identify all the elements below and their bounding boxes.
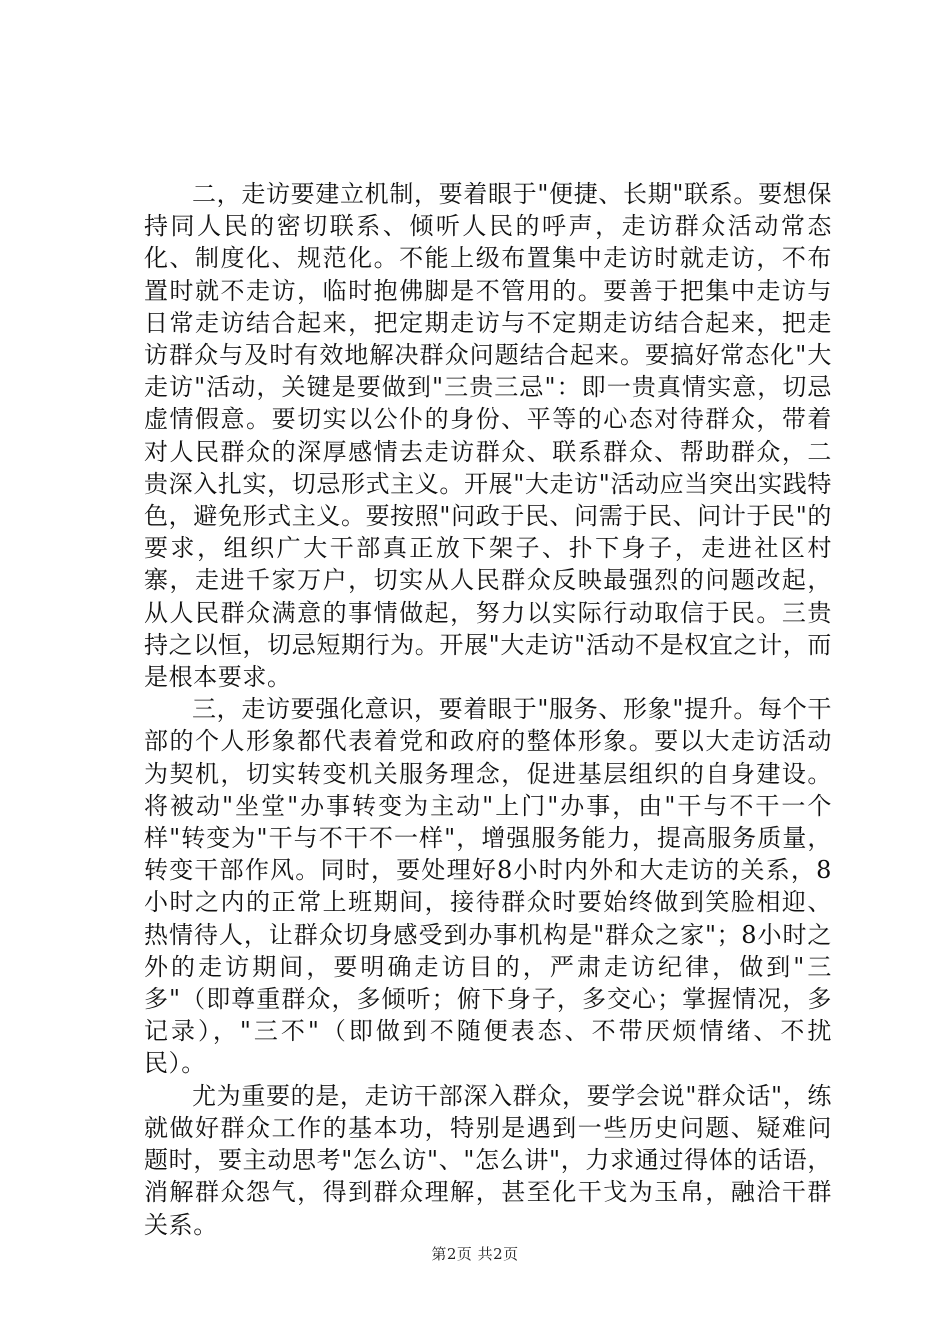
paragraph-mechanism: 二，走访要建立机制，要着眼于"便捷、长期"联系。要想保持同人民的密切联系、倾听人民的呼声，走访群众活动常态化、制度化、规范化。不能上级布置集中走访时就走访，不布置时就不走访，临时抱佛脚是不管用的。要善于把集中走访与日常走访结合起来，把定期走访与不定期走访结合起来，把走访群众与及时有效地解决群众问题结合起来。要搞好常态化"大走访"活动，关键是要做到"三贵三忌"：即一贵真情实意，切忌虚情假意。要切实以公仆的身份、平等的心态对待群众，带着对人民群众的深厚感情去走访群众、联系群众、帮助群众，二贵深入扎实，切忌形式主义。开展"大走访"活动应当突出实践特色，避免形式主义。要按照"问政于民、问需于民、问计于民"的要求，组织广大干部真正放下架子、扑下身子，走进社区村寨，走进千家万户，切实从人民群众反映最强烈的问题改起，从人民群众满意的事情做起，努力以实际行动取信于民。三贵持之以恒，切忌短期行为。开展"大走访"活动不是权宜之计，而是根本要求。: [144, 180, 832, 692]
paragraph-mass-language: 尤为重要的是，走访干部深入群众，要学会说"群众话"，练就做好群众工作的基本功，特别是遇到一些历史问题、疑难问题时，要主动思考"怎么访"、"怎么讲"，力求通过得体的话语，消解群众怨气，得到群众理解，甚至化干戈为玉帛，融洽干群关系。: [144, 1081, 832, 1239]
document-body: [144, 178, 832, 1241]
page-number-footer: 第2页 共2页: [431, 1245, 519, 1263]
paragraph-awareness: 三，走访要强化意识，要着眼于"服务、形象"提升。每个干部的个人形象都代表着党和政府的整体形象。要以大走访活动为契机，切实转变机关服务理念，促进基层组织的自身建设。将被动"坐堂"办事转变为主动"上门"办事，由"干与不干一个样"转变为"干与不干不一样"，增强服务能力，提高服务质量，转变干部作风。同时，要处理好8小时内外和大走访的关系，8小时之内的正常上班期间，接待群众时要始终做到笑脸相迎、热情待人，让群众切身感受到办事机构是"群众之家"；8小时之外的走访期间，要明确走访目的，严肃走访纪律，做到"三多"（即尊重群众，多倾听；俯下身子，多交心；掌握情况，多记录），"三不"（即做到不随便表态、不带厌烦情绪、不扰民）。: [144, 695, 832, 1078]
